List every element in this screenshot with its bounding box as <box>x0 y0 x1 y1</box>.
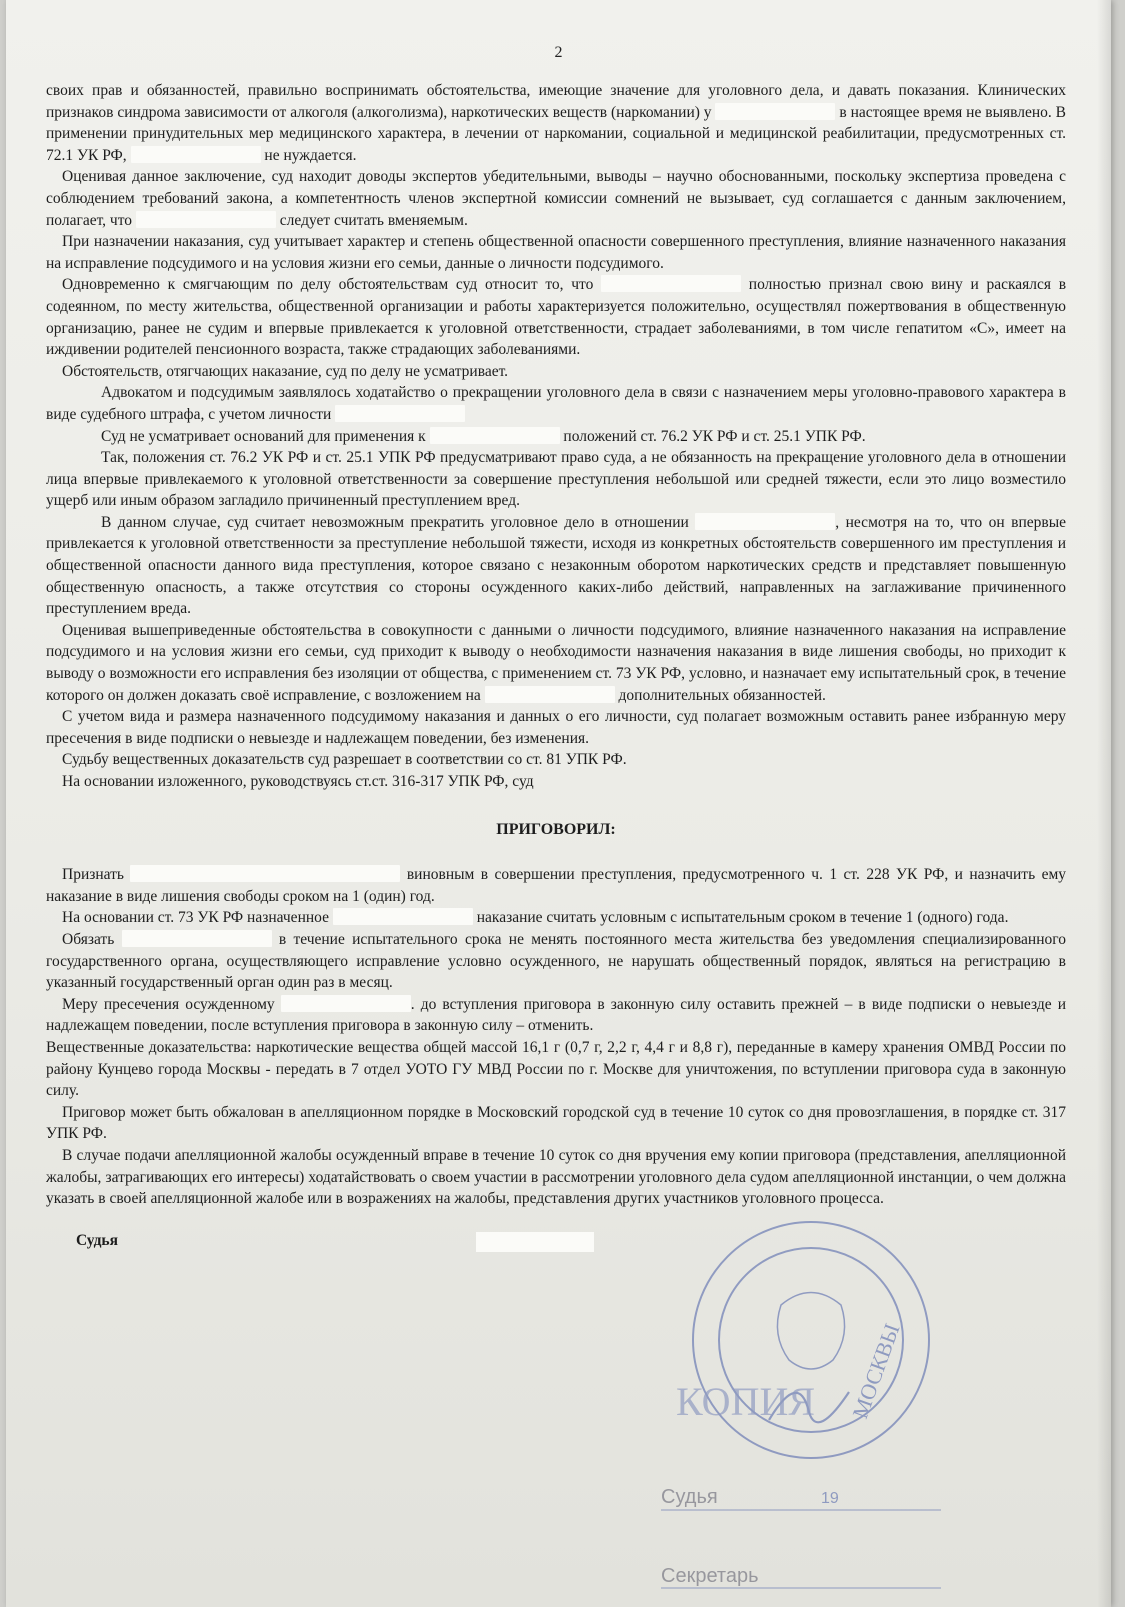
paragraph-text: Меру пресечения осужденному <box>62 995 275 1013</box>
redaction-box <box>715 103 835 120</box>
emblem-icon <box>777 1293 844 1370</box>
paragraph-text: На основании ст. 73 УК РФ назначенное <box>62 909 329 927</box>
redaction-box <box>136 211 276 228</box>
paragraph <box>46 620 1066 706</box>
paragraph <box>46 274 1066 360</box>
court-stamp <box>651 1210 951 1605</box>
redaction-box <box>130 865 400 882</box>
paragraph-text: Адвокатом и подсудимым заявлялось ходатайство о прекращении уголовного дела в связи с назначением меры уголовно-правового характера в виде судебного штрафа, с учетом личности <box>46 384 1066 423</box>
paragraph: Вещественные доказательства: наркотические вещества общей массой 16,1 г (0,7 г, 2,2 г, 4,4 г и 8,8 г), переданные в камеру хранения ОМВД России по району Кунцево города Москвы - передать в 7 отдел УОТО ГУ МВД России по г. Москве для уничтожения, по вступлении приговора суда в законную силу. <box>46 1038 1066 1100</box>
paragraph: Судьбу вещественных доказательств суд разрешает в соответствии со ст. 81 УПК РФ. <box>62 751 627 769</box>
paragraph: В случае подачи апелляционной жалобы осужденный вправе в течение 10 суток со дня вручения ему копии приговора (представления, апелляционной жалобы, затрагивающих его интересы) ходатайствовать о своем участии в рассмотрении уголовного дела судом апелляционной инстанции, о чем должна указать в своей апелляционной жалобе или в возражениях на жалобы, представления других участников уголовного процесса. <box>46 1146 1066 1208</box>
paragraph-text: Оценивая данное заключение, суд находит доводы экспертов убедительными, выводы – научно обоснованными, поскольку экспертиза проведена с соблюдением требований закона, а компетентность членов экспертной комиссии сомнений не вызывает, суд соглашается с данным заключением, полагает, что <box>46 168 1066 229</box>
page-number: 2 <box>554 44 563 61</box>
paragraph-text: полностью признал свою вину и раскаялся в содеянном, по месту жительства, общественной организации и работы характеризуется положительно, осуществлял пожертвования в общественную организацию, ранее не судим и впервые привлекается к уголовной ответственности, страдает заболеваниями, в том числе гепатитом «С», имеет на иждивении родителей пенсионного возраста, также страдающих заболеваниями. <box>46 276 1067 359</box>
stamp-secretary-text: Секретарь <box>661 1565 759 1587</box>
paragraph-text: Оценивая вышеприведенные обстоятельства в совокупности с данными о личности подсудимого, влияние назначенного наказания на исправление подсудимого и на условия жизни его семьи, суд приходит к выводу о необходимости назначения наказания в виде лишения свободы, но приходит к выводу о возможности его исправления без изоляции от общества, с применением ст. 73 УК РФ, условно, и назначает ему испытательный срок, в течение которого он должен доказать своё исправление, с возложением на <box>46 621 1066 704</box>
redaction-box <box>281 995 411 1012</box>
paragraph-text: Признать <box>62 866 124 884</box>
redaction-box <box>131 146 261 163</box>
judge-label: Судья <box>76 1231 119 1249</box>
redaction-box <box>335 405 465 422</box>
paragraph-text: виновным в совершении преступления, предусмотренного ч. 1 ст. 228 УК РФ, и назначить ему наказание в виде лишения свободы сроком на 1 (один) год. <box>46 866 1067 905</box>
paragraph: С учетом вида и размера назначенного подсудимому наказания и данных о его личности, суд полагает возможным оставить ранее избранную меру пресечения в виде подписки о невыезде и надлежащем поведении, без изменения. <box>46 708 1066 747</box>
paragraph-text: Одновременно к смягчающим по делу обстоятельствам суд относит то, что <box>62 276 594 294</box>
paragraph: На основании изложенного, руководствуясь ст.ст. 316-317 УПК РФ, суд <box>62 773 534 790</box>
stamp-year-text: 19 <box>821 1490 839 1507</box>
stamp-judge-text: Судья <box>661 1486 718 1508</box>
verdict-heading: ПРИГОВОРИЛ: <box>496 820 616 838</box>
paragraph: При назначении наказания, суд учитывает характер и степень общественной опасности совершенного преступления, влияние назначенного наказания на исправление подсудимого и на условия жизни его семьи, данные о личности подсудимого. <box>46 233 1066 272</box>
document-body <box>46 80 1066 1252</box>
redaction-box <box>122 930 272 947</box>
redaction-box <box>476 1232 594 1252</box>
redaction-box <box>601 275 741 292</box>
paragraph <box>46 929 1066 994</box>
paragraph-text: не нуждается. <box>264 146 357 164</box>
paragraph-text: дополнительных обязанностей. <box>618 686 826 704</box>
paragraph-text: в течение испытательного срока не менять постоянного места жительства без уведомления специализированного государственного органа, осуществляющего исправление условно осужденного, не нарушать общественный порядок, являться на регистрацию в указанный государственный орган один раз в месяц. <box>46 930 1066 992</box>
stamp-ring-text: МОСКВЫ <box>847 1320 905 1422</box>
paragraph-text: следует считать вменяемым. <box>279 211 468 229</box>
paragraph <box>46 382 1066 425</box>
paragraph-text: . до вступления приговора в законную силу оставить прежней – в виде подписки о невыезде и надлежащем поведении, после вступления приговора в законную силу – отменить. <box>46 995 1066 1035</box>
paragraph <box>46 426 1066 448</box>
paragraph-text: своих прав и обязанностей, правильно воспринимать обстоятельства, имеющие значение для уголовного дела, и давать показания. Клинических признаков синдрома зависимости от алкоголя (алкоголизма), наркотических веществ (наркомании) у <box>46 82 1066 121</box>
document-page <box>6 0 1111 1607</box>
paragraph-text: Суд не усматривает оснований для применения к <box>101 427 426 445</box>
redaction-box <box>333 908 473 925</box>
paragraph-text: наказание считать условным с испытательным сроком в течение 1 (одного) года. <box>476 909 1009 927</box>
paragraph: Обстоятельств, отягчающих наказание, суд по делу не усматривает. <box>62 362 509 380</box>
paragraph-text: в настоящее время не выявлено. В применении принудительных мер медицинского характера, в лечении от наркомании, социальной и медицинской реабилитации, предусмотренных ст. 72.1 УК РФ, <box>46 103 1067 164</box>
paragraph-text: , несмотря на то, что он впервые привлекается к уголовной ответственности за преступление небольшой тяжести, исходя из конкретных обстоятельств совершенного им преступления и общественной опасности данного вида преступления, которое связано с незаконным оборотом наркотических средств и представляет повышенную общественную опасность, а также отсутствия со стороны осужденного каких-либо действий, направленных на заглаживание причиненного преступлением вреда. <box>46 513 1066 618</box>
paragraph-text: Обязать <box>62 930 115 948</box>
paragraph-text: В данном случае, суд считает невозможным прекратить уголовное дело в отношении <box>101 513 689 531</box>
paragraph: Так, положения ст. 76.2 УК РФ и ст. 25.1 УПК РФ предусматривают право суда, а не обязанность на прекращение уголовного дела в отношении лица впервые привлекаемого к уголовной ответственности за совершение преступления небольшой или средней тяжести, если это лицо возместило ущерб или иным образом загладило причиненный преступлением вред. <box>46 449 1066 510</box>
redaction-box <box>485 686 615 703</box>
paragraph <box>46 80 1066 166</box>
stamp-copy-text: КОПИЯ <box>676 1379 816 1424</box>
paragraph <box>46 907 1066 929</box>
paragraph <box>46 864 1066 907</box>
paragraph <box>46 166 1066 231</box>
paragraph <box>46 512 1066 620</box>
page-edge-shadow <box>1097 0 1111 1607</box>
redaction-box <box>430 427 560 444</box>
paragraph <box>46 994 1066 1037</box>
paragraph-text: положений ст. 76.2 УК РФ и ст. 25.1 УПК РФ. <box>563 427 866 445</box>
paragraph: Приговор может быть обжалован в апелляционном порядке в Московский городской суд в течение 10 суток со дня провозглашения, в порядке ст. 317 УПК РФ. <box>46 1103 1066 1143</box>
redaction-box <box>695 513 835 530</box>
